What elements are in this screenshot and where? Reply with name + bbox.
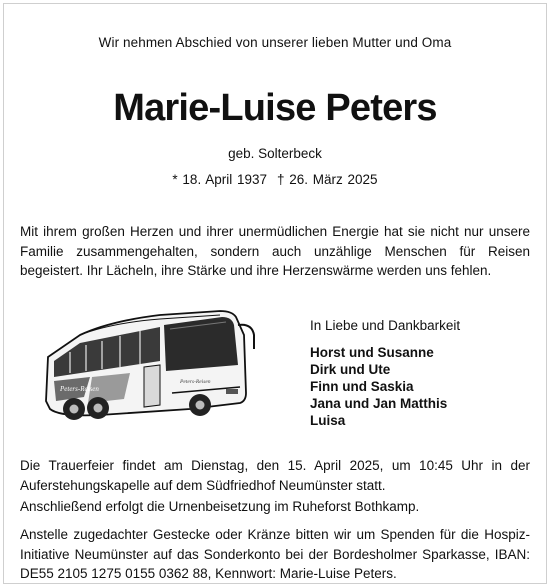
- coach-bus-icon: [40, 305, 262, 429]
- birth-name: geb. Solterbeck: [228, 146, 322, 161]
- intro-line: Wir nehmen Abschied von unserer lieben Mutter und Oma: [98, 35, 452, 50]
- service-paragraph: Die Trauerfeier findet am Dienstag, den 15. April 2025, um 10:45 Uhr in der Auferstehungskapelle auf dem Südfriedhof Neumünster statt.: [20, 458, 530, 493]
- life-dates: [0, 172, 550, 187]
- mourner-name: Horst und Susanne: [310, 345, 434, 360]
- mourner-name: Luisa: [310, 413, 346, 428]
- mourners-list: [310, 344, 447, 429]
- mourner-name: Dirk und Ute: [310, 362, 391, 377]
- svg-text:Peters-Reisen: Peters-Reisen: [180, 379, 211, 385]
- tribute-paragraph: Mit ihrem großen Herzen und ihrer unermüdlichen Energie hat sie nicht nur unsere Familie zusammengehalten, sondern auch unzählige Menschen für Reisen begeistert. Ihr Lächeln, ihre Stärke und ihre Herzenswärme werden uns fehlen.: [20, 224, 530, 278]
- burial-paragraph: Anschließend erfolgt die Urnenbeisetzung im Ruheforst Bothkamp.: [20, 499, 420, 514]
- mourner-name: Jana und Jan Matthis: [310, 396, 448, 411]
- closing-line: In Liebe und Dankbarkeit: [310, 318, 461, 333]
- birth-date: * 18. April 1937: [172, 172, 267, 187]
- death-date: † 26. März 2025: [277, 172, 378, 187]
- mourner-name: Finn und Saskia: [310, 379, 414, 394]
- deceased-name: Marie-Luise Peters: [113, 87, 437, 129]
- donations-paragraph: Anstelle zugedachter Gestecke oder Kränze bitten wir um Spenden für die Hospiz-Initiative Neumünster auf das Sonderkonto bei der Bordesholmer Sparkasse, IBAN: DE55 2105 1275 0155 0362 88, Kennwort: Marie-Luise Peters.: [20, 527, 530, 581]
- svg-text:Peters-Reisen: Peters-Reisen: [60, 385, 99, 393]
